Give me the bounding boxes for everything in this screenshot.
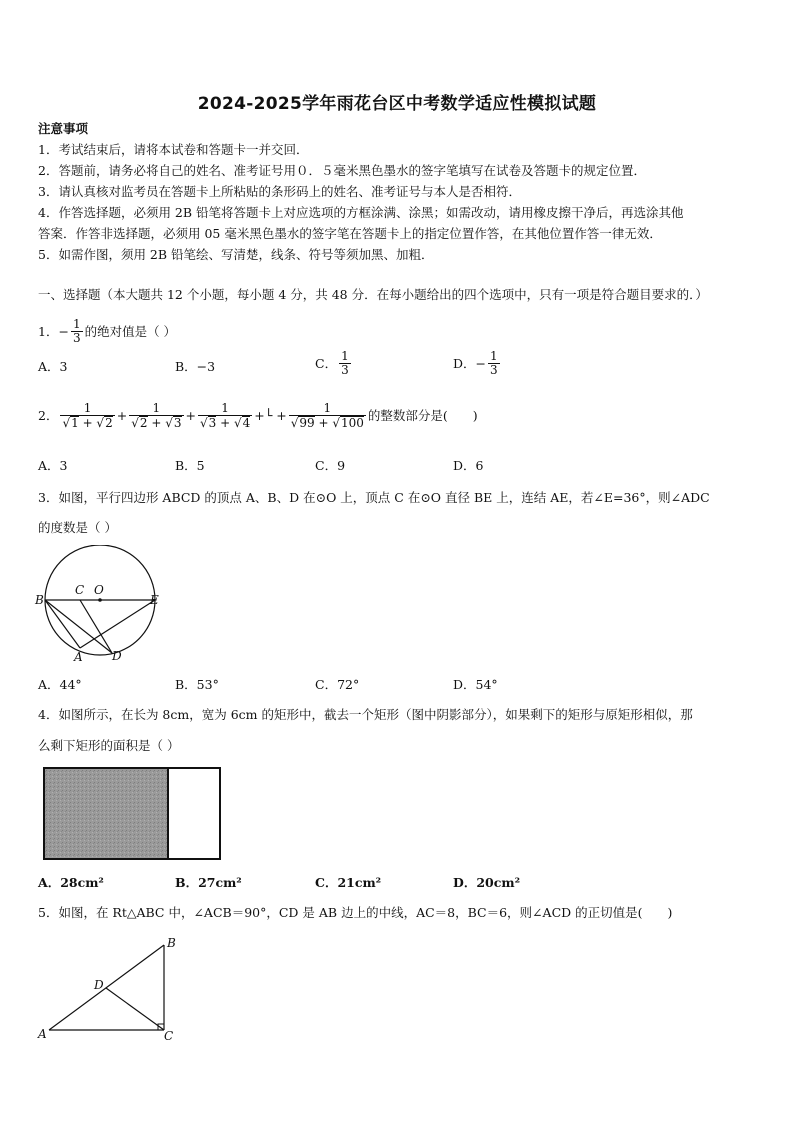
notice-item: 1．考试结束后，请将本试卷和答题卡一并交回． [38,142,309,157]
notice-heading: 注意事项 [38,121,89,136]
fraction [289,402,366,430]
fraction [339,350,351,377]
question-number: 2． [38,408,59,423]
label-d: D [112,649,122,663]
option-c [315,350,353,377]
label-d: D [94,978,104,992]
fraction [60,402,114,430]
label-c: C [75,583,85,597]
label-b: B [35,593,44,607]
radicand: 2 [105,416,113,430]
question-4-stem: 么剩下矩形的面积是（ ） [38,738,180,753]
option-label: C． [315,355,338,371]
option-b: B．5 [175,458,205,473]
notice-item: 答案．作答非选择题，必须用 05 毫米黑色墨水的签字笔在答题卡上的指定位置作答，在其他位置作答一律无效． [38,226,662,241]
question-3-stem: 3．如图，平行四边形 ABCD 的顶点 A、B、D 在⊙O 上，顶点 C 在⊙O 直径 BE 上，连结 AE，若∠E=36°，则∠ADC [38,490,710,505]
option-d: D．54° [453,677,498,692]
stem-text: 的绝对值是（ ） [84,323,177,339]
radicand: 2 [139,416,148,430]
circle-figure [34,545,174,667]
exam-title: 2024-2025学年雨花台区中考数学适应性模拟试题 [197,94,597,114]
option-d: D．6 [453,458,484,473]
option-a: A．28cm² [38,875,104,890]
plus-sign: + [116,408,128,423]
option-a: A．3 [38,359,68,374]
label-o: O [94,583,104,597]
question-number: 1． [38,323,59,339]
label-e: E [150,593,159,607]
option-b: B．53° [175,677,219,692]
radicand: 3 [173,416,182,430]
numerator: 1 [83,401,92,415]
stem-text: 的整数部分是( ) [367,408,478,423]
label-a: A [74,650,83,664]
radicand: 4 [242,416,251,430]
question-1-stem [38,318,176,345]
label-b: B [167,936,176,950]
notice-item: 5．如需作图，须用 2B 铅笔绘、写清楚，线条、符号等须加黑、加粗． [38,247,434,262]
option-label: D．− [453,355,486,371]
label-c: C [164,1029,174,1043]
option-d [453,350,502,377]
denominator: √1 + √2 [62,416,113,430]
denominator: 3 [490,363,498,377]
option-d: D．20cm² [453,875,521,890]
remaining-rectangle [168,768,220,859]
shaded-rectangle [44,768,168,859]
radicand: 100 [341,416,364,430]
fraction [488,350,500,377]
numerator: 1 [152,401,161,415]
minus-sign: − [58,323,69,339]
section-heading: 一、选择题（本大题共 12 个小题，每小题 4 分，共 48 分．在每小题给出的四个选项中，只有一项是符合题目要求的．） [38,287,708,302]
fraction [71,318,83,345]
center-dot [98,598,102,602]
fraction [129,402,183,430]
option-a: A．3 [38,458,68,473]
option-a: A．44° [38,677,82,692]
label-a: A [38,1027,47,1041]
triangle-figure [34,933,184,1045]
option-c: C．21cm² [315,875,382,890]
numerator: 1 [490,349,498,363]
denominator: 3 [72,331,81,345]
option-b: B．−3 [175,359,216,374]
notice-item: 2．答题前，请务必将自己的姓名、准考证号用０．５毫米黑色墨水的签字笔填写在试卷及答题卡的规定位置． [38,163,646,178]
numerator: 1 [323,401,332,415]
median-cd [106,988,164,1030]
denominator: √2 + √3 [131,416,182,430]
option-c: C．9 [315,458,346,473]
option-c: C．72° [315,677,360,692]
radicand: 99 [299,416,315,430]
option-b: B．27cm² [175,875,242,890]
numerator: 1 [341,349,349,363]
question-3-stem: 的度数是（ ） [38,520,117,535]
numerator: 1 [221,401,229,415]
notice-item: 3．请认真核对监考员在答题卡上所粘贴的条形码上的姓名、准考证号与本人是否相符． [38,184,521,199]
radicand: 1 [71,416,79,430]
fraction [198,402,252,430]
rectangle-figure [42,766,228,862]
question-5-stem: 5．如图，在 Rt△ABC 中，∠ACB＝90°，CD 是 AB 边上的中线，AC＝8，BC＝6，则∠ACD 的正切值是( ) [38,905,673,920]
notice-item: 4．作答选择题，必须用 2B 铅笔将答题卡上对应选项的方框涂满、涂黑；如需改动，请用橡皮擦干净后，再选涂其他 [38,205,684,220]
radicand: 3 [208,416,217,430]
denominator: 3 [341,363,349,377]
denominator: √3 + √4 [199,416,251,430]
question-2-stem [38,402,478,430]
denominator: √99 + √100 [290,416,364,430]
plus-sign: + [185,408,196,423]
segment-ae [80,600,155,648]
numerator: 1 [72,317,81,331]
question-4-stem: 4．如图所示，在长为 8cm，宽为 6cm 的矩形中，截去一个矩形（图中阴影部分），如果剩下的矩形与原矩形相似，那 [38,707,693,722]
ellipsis: +└ + [254,408,287,423]
